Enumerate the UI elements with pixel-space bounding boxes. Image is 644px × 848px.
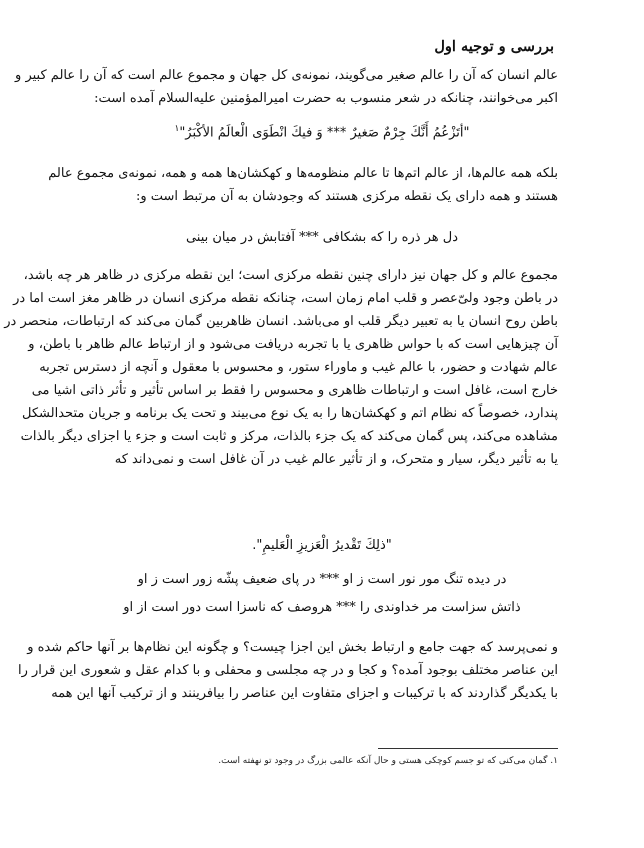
persian-verse-line-2: ذاتش سزاست مر خداوندی را *** هروصف که ناسزا است دور است از او bbox=[123, 600, 521, 615]
persian-verse-line-1: در دیده تنگ مور نور است ز او *** در پای ضعیف پشّه زور است ز او bbox=[137, 572, 507, 587]
arabic-verse-text: "أتَزْعُمُ أَنَّكَ جِرْمٌ صَغیرٌ *** وَ فیكَ انْطَوَی الْعالَمُ الأكْبَرُ" bbox=[179, 125, 470, 141]
arabic-verse bbox=[0, 124, 644, 140]
paragraph-line: یا به تأثیر دیگر، سیار و متحرک، و از تأثیر عالم غیب در آن غافل است و نمی‌داند که bbox=[114, 452, 558, 467]
paragraph-4 bbox=[17, 636, 558, 705]
paragraph-line: خارج است، غافل است و ارتباطات ظاهری و محسوس را فقط بر اساس تأثیر و تأثر ذاتی اشیا می bbox=[31, 383, 558, 398]
paragraph-line: مشاهده می‌کند، پس گمان می‌کند که یک جزء بالذات، مرکز و ثابت است و جزء یا اجزای دیگر بالذات bbox=[20, 429, 558, 444]
paragraph-line: بلکه همه عالم‌ها، از عالم اتم‌ها تا عالم منظومه‌ها و کهکشان‌ها همه و همه، نمونه‌ی مجموع عالم bbox=[48, 166, 558, 181]
paragraph-line: مجموع عالم و کل جهان نیز دارای چنین نقطه مرکزی است؛ این نقطه مرکزی در ظاهر هر چه باشد، bbox=[23, 268, 558, 283]
paragraph-1 bbox=[15, 64, 558, 110]
footnote: ۱. گمان می‌کنی که تو جسم کوچکی هستی و حال آنکه عالمی بزرگ در وجود تو نهفته است. bbox=[218, 756, 558, 766]
paragraph-line: هستند و همه دارای یک نقطه مرکزی هستند که وجودشان به آن مرتبط است و: bbox=[135, 189, 558, 204]
persian-verse: دل هر ذره را که بشکافی *** آفتابش در میان بینی bbox=[185, 230, 459, 245]
paragraph-3 bbox=[4, 264, 558, 471]
paragraph-line: و نمی‌پرسد که جهت جامع و ارتباط بخش این اجزا چیست؟ و چگونه این نظام‌ها بر آنها حاکم شده و bbox=[27, 640, 558, 655]
paragraph-line: این عناصر مختلف بوجود آمده؟ و کجا و در چه مجلسی و محفلی و با کدام عقل و شعوری این قرار را bbox=[17, 663, 558, 678]
footnote-divider bbox=[378, 748, 558, 749]
paragraph-line: در باطن وجود ولیّ‌عصر و قلب امام زمان است، چنانکه نقطه مرکزی انسان در ظاهر مغز است اما در bbox=[13, 291, 558, 306]
paragraph-line: باطن روح انسان یا به تعبیر دیگر قلب او می‌باشد. انسان ظاهربین گمان می‌کند که ارتباطات، منحصر در bbox=[4, 314, 558, 329]
paragraph-line: پندارد، خصوصاً که نظام اتم و کهکشان‌ها را به یک نوع می‌بیند و تحت یک برنامه و جریان متحدالشکل bbox=[22, 406, 558, 421]
paragraph-line: عالم شهادت و حضور، با عالم غیب و ماوراء ستور، و محسوس با معقول و آنچه از دسترس تجربه bbox=[39, 360, 558, 375]
paragraph-line: عالم انسان که آن را عالم صغیر می‌گویند، نمونه‌ی کل جهان و مجموع عالم است که آن را عالم کبیر و bbox=[15, 68, 558, 83]
paragraph-line: آن چیزهایی است که با حواس ظاهری یا با تجربه دریافت می‌شود و از ارتباط عالم ظاهر با باطن، و bbox=[28, 337, 558, 352]
footnote-marker: ۱ bbox=[174, 124, 180, 134]
paragraph-line: اکبر می‌خوانند، چنانکه در شعر منسوب به حضرت امیرالمؤمنین علیه‌السلام آمده است: bbox=[94, 91, 558, 106]
quran-verse: "ذلِكَ تَقْدیرُ الْعَزیزِ الْعَلیمِ". bbox=[252, 538, 392, 553]
paragraph-2 bbox=[48, 162, 558, 208]
paragraph-line: با یکدیگر گذاردند که با ترکیبات و اجزای متفاوت این عناصر را بیافرینند و از ترکیب آنها این همه bbox=[51, 686, 558, 701]
section-heading: بررسی و توجیه اول bbox=[434, 38, 554, 55]
